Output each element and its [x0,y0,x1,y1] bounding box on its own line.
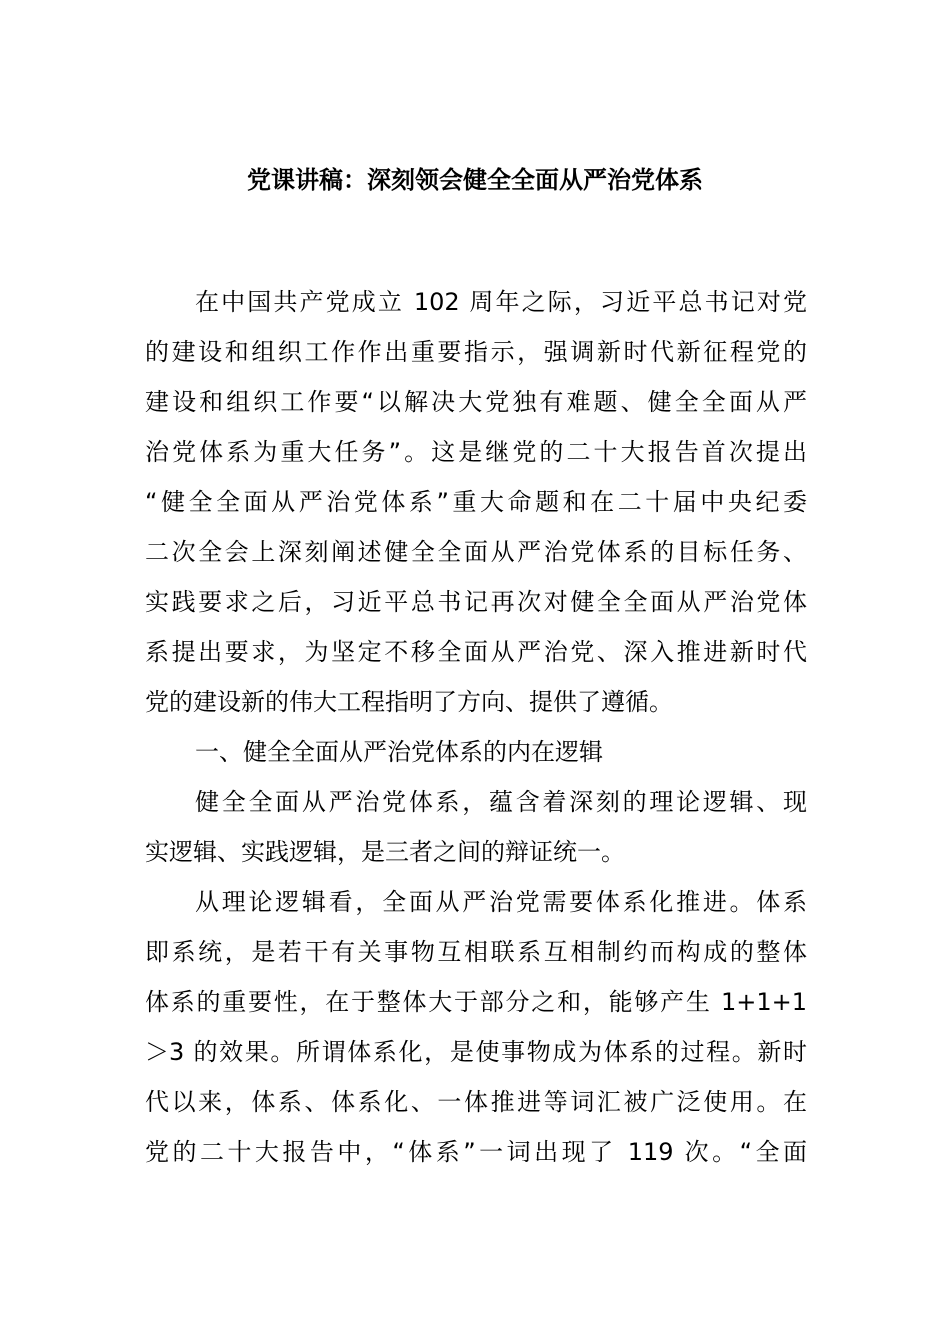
paragraph-line: 代以来，体系、体系化、一体推进等词汇被广泛使用。在 [145,1088,807,1116]
paragraph-line: 实逻辑、实践逻辑，是三者之间的辩证统一。 [145,838,625,866]
paragraph-line: 的建设和组织工作作出重要指示，强调新时代新征程党的 [145,338,807,366]
paragraph-line: 健全全面从严治党体系，蕴含着深刻的理论逻辑、现 [195,788,807,816]
document-body [145,277,807,1177]
paragraph-line: 体系的重要性，在于整体大于部分之和，能够产生 1+1+1 [145,988,807,1016]
paragraph-line: 在中国共产党成立 102 周年之际，习近平总书记对党 [195,288,807,316]
paragraph-line: ＞3 的效果。所谓体系化，是使事物成为体系的过程。新时 [145,1038,807,1066]
paragraph-line: 实践要求之后，习近平总书记再次对健全全面从严治党体 [145,588,807,616]
paragraph-line: 党的建设新的伟大工程指明了方向、提供了遵循。 [145,688,673,716]
paragraph-line: 建设和组织工作要“以解决大党独有难题、健全全面从严 [145,388,807,416]
document-title: 党课讲稿：深刻领会健全全面从严治党体系 [247,166,703,194]
paragraph-line: 即系统，是若干有关事物互相联系互相制约而构成的整体 [145,938,807,966]
paragraph-line: 从理论逻辑看，全面从严治党需要体系化推进。体系 [195,888,807,916]
section-heading: 一、健全全面从严治党体系的内在逻辑 [195,738,603,766]
paragraph-line: 二次全会上深刻阐述健全全面从严治党体系的目标任务、 [145,538,807,566]
paragraph-line: 党的二十大报告中，“体系”一词出现了 119 次。“全面 [145,1138,807,1166]
paragraph-line: 系提出要求，为坚定不移全面从严治党、深入推进新时代 [145,638,807,666]
paragraph-line: “健全全面从严治党体系”重大命题和在二十届中央纪委 [145,488,807,516]
paragraph-line: 治党体系为重大任务”。这是继党的二十大报告首次提出 [145,438,807,466]
